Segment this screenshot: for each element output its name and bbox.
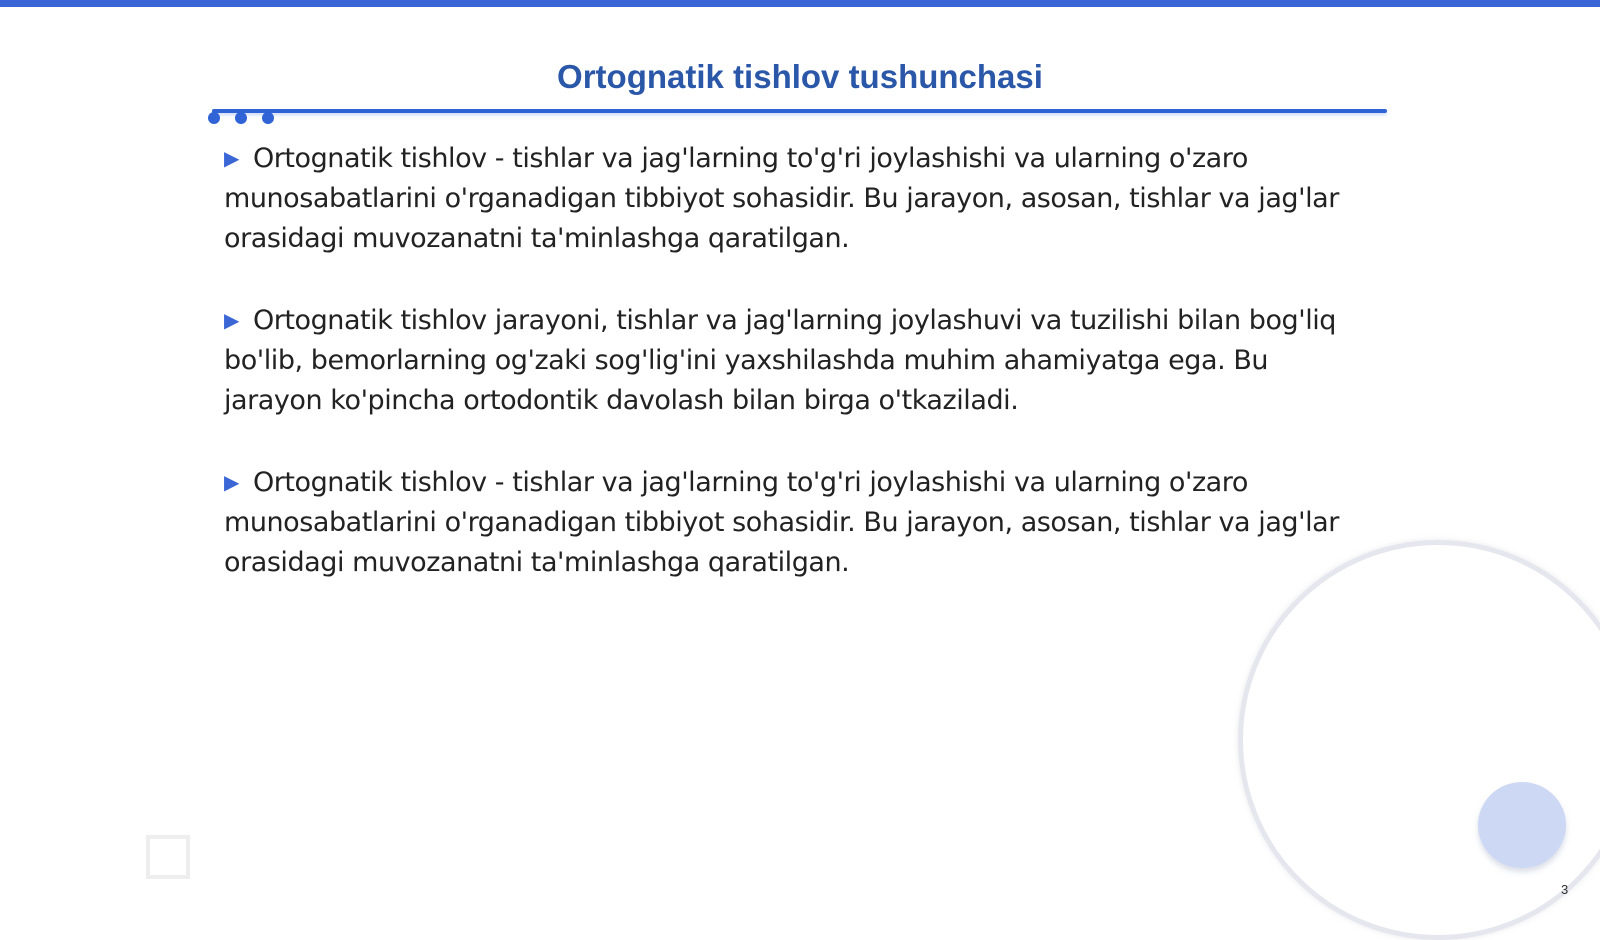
bullet-paragraph-2 (224, 300, 1374, 421)
bullet-paragraph-1 (224, 138, 1374, 259)
underline-dot-1 (208, 112, 220, 124)
triangle-bullet-icon: ▶ (224, 308, 239, 332)
bullet-text: Ortognatik tishlov - tishlar va jag'larning to'g'ri joylashishi va ularning o'zaro munosabatlarini o'rganadigan tibbiyot sohasidir. Bu jarayon, asosan, tishlar va jag'lar orasidagi muvozanatni ta'minlashga qaratilgan. (224, 143, 1339, 254)
slide-title: Ortognatik tishlov tushunchasi (557, 58, 1043, 95)
slide-body (224, 138, 1374, 624)
bullet-text: Ortognatik tishlov - tishlar va jag'larning to'g'ri joylashishi va ularning o'zaro munosabatlarini o'rganadigan tibbiyot sohasidir. Bu jarayon, asosan, tishlar va jag'lar orasidagi muvozanatni ta'minlashga qaratilgan. (224, 467, 1339, 578)
top-accent-bar (0, 0, 1600, 7)
bullet-paragraph-3 (224, 462, 1374, 583)
triangle-bullet-icon: ▶ (224, 470, 239, 494)
decorative-disc (1478, 782, 1566, 868)
decorative-square (146, 835, 190, 879)
title-underline (212, 109, 1387, 113)
underline-dot-2 (235, 112, 247, 124)
underline-dot-3 (262, 112, 274, 124)
bullet-text: Ortognatik tishlov jarayoni, tishlar va jag'larning joylashuvi va tuzilishi bilan bog'liq bo'lib, bemorlarning og'zaki sog'lig'ini yaxshilashda muhim ahamiyatga ega. Bu jarayon ko'pincha ortodontik davolash bilan birga o'tkaziladi. (224, 305, 1336, 416)
triangle-bullet-icon: ▶ (224, 146, 239, 170)
page-number: 3 (1561, 882, 1569, 897)
